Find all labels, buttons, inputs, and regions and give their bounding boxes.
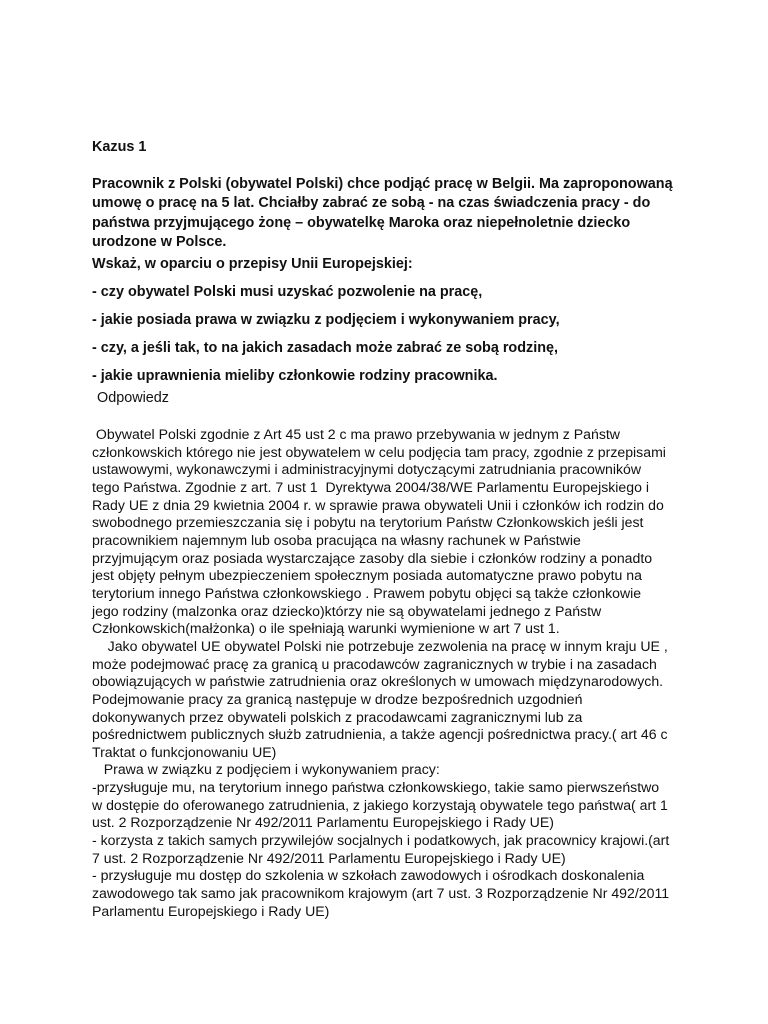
- answer-line: 7 ust. 2 Rozporządzenie Nr 492/2011 Parlamentu Europejskiego i Rady UE): [92, 849, 566, 866]
- question-item: - jakie uprawnienia mieliby członkowie rodziny pracownika.: [92, 368, 498, 384]
- answer-line: Członkowskich(małżonka) o ile spełniają warunki wymienione w art 7 ust 1.: [92, 620, 560, 637]
- answer-line: Prawa w związku z podjęciem i wykonywaniem pracy:: [92, 761, 440, 778]
- case-description-line: umowę o pracę na 5 lat. Chciałby zabrać ze sobą - na czas świadczenia pracy - do: [92, 195, 651, 212]
- answer-line: ust. 2 Rozporządzenie Nr 492/2011 Parlamentu Europejskiego i Rady UE): [92, 814, 554, 831]
- answer-line: - korzysta z takich samych przywilejów socjalnych i podatkowych, jak pracownicy krajowi.(art: [92, 832, 670, 849]
- answer-line: swobodnego przemieszczania się i pobytu na terytorium Państw Członkowskich jeśli jest: [92, 514, 644, 531]
- answer-line: obowiązujących w państwie zatrudnienia oraz określonych w umowach międzynarodowych.: [92, 673, 664, 690]
- answer-line: zawodowego tak samo jak pracownikom krajowym (art 7 ust. 3 Rozporządzenie Nr 492/2011: [92, 885, 670, 902]
- answer-line: tego Państwa. Zgodnie z art. 7 ust 1 Dyrektywa 2004/38/WE Parlamentu Europejskiego i: [92, 478, 649, 495]
- question-item: - czy, a jeśli tak, to na jakich zasadach może zabrać ze sobą rodzinę,: [92, 340, 559, 356]
- answer-line: Rady UE z dnia 29 kwietnia 2004 r. w sprawie prawa obywateli Unii i członków ich rodzin do: [92, 496, 664, 513]
- case-description-line: państwa przyjmującego żonę – obywatelkę Maroka oraz niepełnoletnie dziecko: [92, 214, 631, 231]
- question-item: - jakie posiada prawa w związku z podjęciem i wykonywaniem pracy,: [92, 312, 560, 328]
- question-item: - czy obywatel Polski musi uzyskać pozwolenie na pracę,: [92, 284, 483, 300]
- answer-line: Traktat o funkcjonowaniu UE): [92, 743, 277, 760]
- answer-line: Parlamentu Europejskiego i Rady UE): [92, 902, 330, 919]
- document-title: Kazus 1: [92, 139, 147, 155]
- answer-line: Jako obywatel UE obywatel Polski nie potrzebuje zezwolenia na pracę w innym kraju UE ,: [92, 637, 668, 654]
- answer-line: Podejmowanie pracy za granicą następuje w drodze bezpośrednich uzgodnień: [92, 690, 583, 707]
- answer-line: - przysługuje mu dostęp do szkolenia w szkołach zawodowych i ośrodkach doskonalenia: [92, 867, 645, 884]
- case-description: [92, 175, 692, 253]
- case-description-line: urodzone w Polsce.: [92, 234, 227, 251]
- answer-line: może podejmować pracę za granicą u pracodawców zagranicznych w trybie i na zasadach: [92, 655, 657, 672]
- answer-line: członkowskich którego nie jest obywatelem w celu podjęcia tam pracy, zgodnie z przepisami: [92, 443, 666, 460]
- answer-line: -przysługuje mu, na terytorium innego państwa członkowskiego, takie samo pierwszeństwo: [92, 779, 660, 796]
- answer-line: pracownikiem najemnym lub osoba pracująca na własny rachunek w Państwie: [92, 531, 581, 548]
- case-description-line: Pracownik z Polski (obywatel Polski) chce podjąć pracę w Belgii. Ma zaproponowaną: [92, 176, 673, 192]
- answer-line: dokonywanych przez obywateli polskich z pracodawcami zagranicznymi lub za: [92, 708, 583, 725]
- answer-line: pośrednictwem publicznych służb zatrudnienia, a także agencji pośrednictwa pracy.( art 46 c: [92, 726, 668, 743]
- document-page: [92, 0, 692, 1024]
- answer-line: terytorium innego Państwa członkowskiego . Prawem pobytu objęci są także członkowie: [92, 584, 642, 601]
- answer-line: jego rodziny (malzonka oraz dziecko)którzy nie są obywatelami jednego z Państw: [92, 602, 602, 619]
- answer-heading: Odpowiedz: [97, 390, 169, 406]
- answer-line: jest objęty pełnym ubezpieczeniem społecznym posiada automatyczne prawo pobytu na: [92, 567, 642, 584]
- answer-line: Obywatel Polski zgodnie z Art 45 ust 2 c ma prawo przebywania w jednym z Państw: [92, 426, 620, 442]
- instruction-text: Wskaż, w oparciu o przepisy Unii Europejskiej:: [92, 256, 413, 272]
- answer-body: [92, 426, 692, 920]
- answer-line: w dostępie do oferowanego zatrudnienia, z jakiego korzystają obywatele tego państwa( art 1: [92, 796, 668, 813]
- answer-line: przyjmującym oraz posiada wystarczające zasoby dla siebie i członków rodziny a ponadto: [92, 549, 653, 566]
- answer-line: ustawowymi, wykonawczymi i administracyjnymi dotyczącymi zatrudniania pracowników: [92, 461, 642, 478]
